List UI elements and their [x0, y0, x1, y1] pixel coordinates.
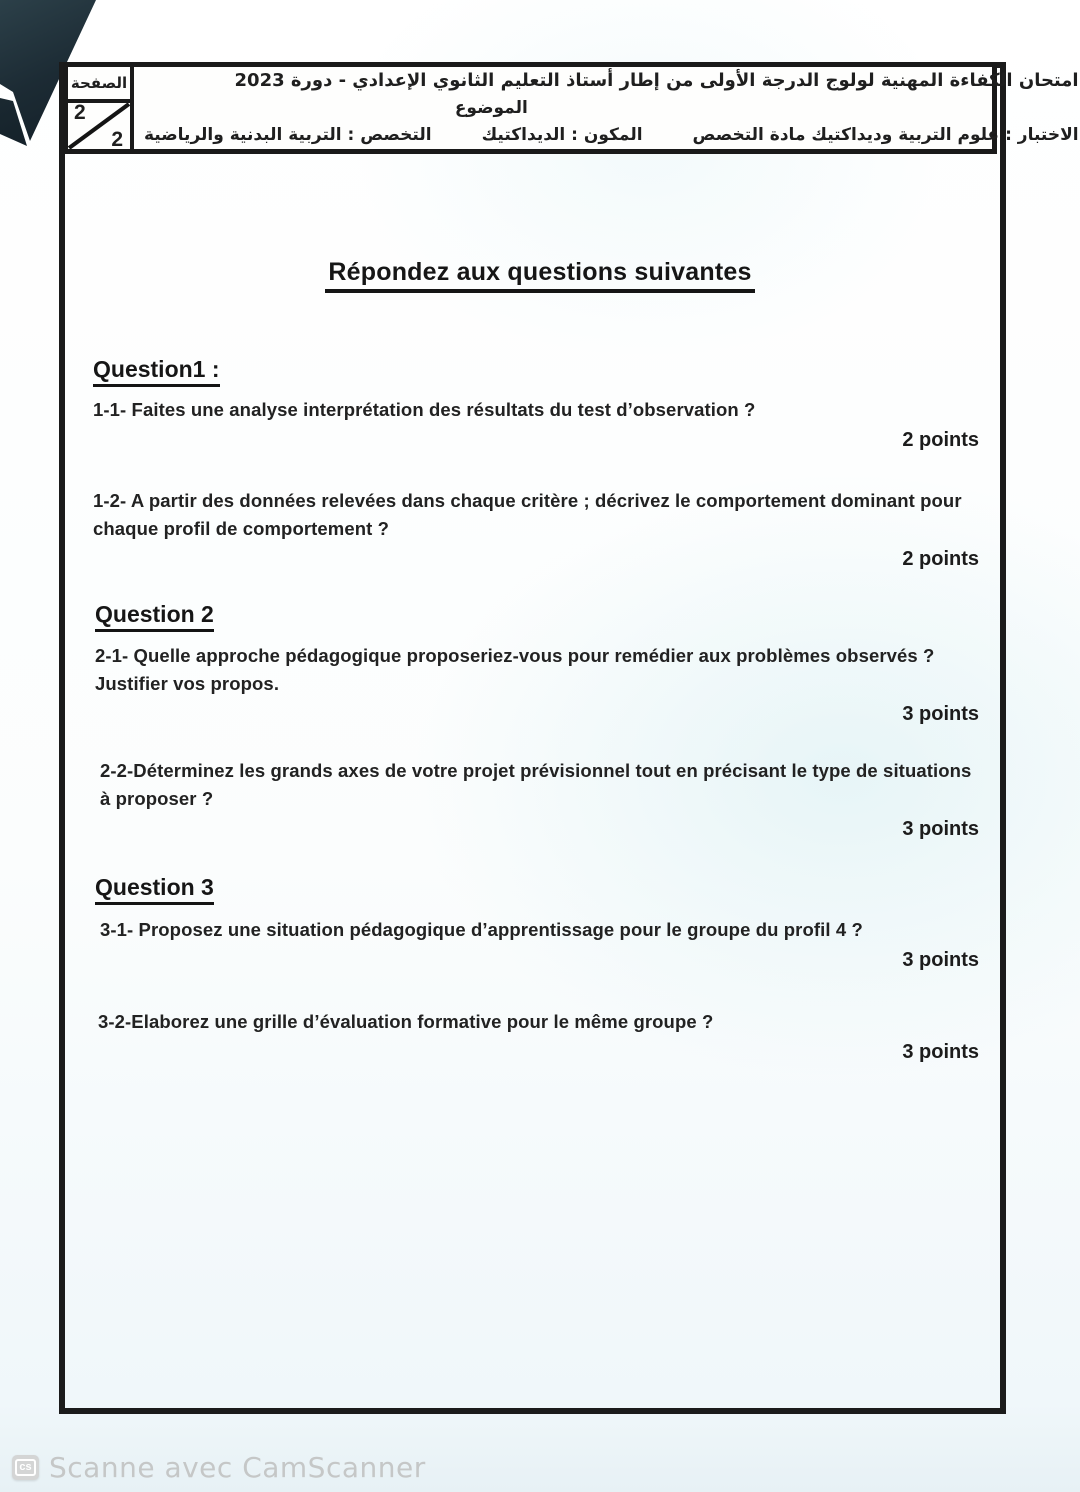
question-3-heading: Question 3 — [95, 874, 214, 905]
camscanner-badge-icon — [12, 1455, 39, 1480]
page-number-box — [68, 67, 134, 149]
component-field: المكون : الديداكتيك — [481, 125, 643, 145]
page-number-cell — [68, 103, 130, 149]
item-points: 3 points — [902, 818, 979, 840]
question-1-heading: Question1 : — [93, 356, 220, 387]
item-points: 2 points — [902, 429, 979, 451]
item-points: 3 points — [902, 703, 979, 725]
exam-header-box — [63, 62, 1079, 154]
exam-title-line: امتحان الكفاءة المهنية لولوج الدرجة الأولى من إطار أستاذ التعليم الثانوي الإعدادي - دورة 2023 — [234, 70, 1079, 91]
question-item-1-1 — [93, 396, 979, 452]
item-points: 3 points — [902, 949, 979, 971]
question-item-3-2 — [98, 1008, 979, 1064]
exam-info-line — [144, 125, 1079, 145]
camscanner-watermark-row — [12, 1451, 426, 1484]
page-current-number: 2 — [74, 101, 86, 124]
main-title-row — [0, 258, 1080, 293]
question-item-3-1 — [100, 916, 979, 972]
camscanner-watermark-text: Scanne avec CamScanner — [49, 1451, 426, 1484]
specialty-field: التخصص : التربية البدنية والرياضية — [144, 125, 432, 145]
exam-header-text — [134, 67, 1080, 149]
item-points: 2 points — [902, 548, 979, 570]
item-text: 3-1- Proposez une situation pédagogique d’apprentissage pour le groupe du profil 4 ? — [100, 919, 863, 940]
item-text: 2-1- Quelle approche pédagogique proposeriez-vous pour remédier aux problèmes observés ? Justifier vos propos. — [95, 645, 935, 694]
item-text: 1-2- A partir des données relevées dans chaque critère ; décrivez le comportement dominant pour chaque profil de comportement ? — [93, 490, 962, 539]
item-points: 3 points — [902, 1041, 979, 1063]
question-item-2-1 — [95, 642, 979, 726]
subject-label: الموضوع — [454, 98, 528, 118]
item-text: 3-2-Elaborez une grille d’évaluation formative pour le même groupe ? — [98, 1011, 714, 1032]
question-item-2-2 — [100, 757, 979, 841]
test-field: الاختبار : علوم التربية وديداكتيك مادة التخصص — [692, 125, 1079, 145]
question-2-heading: Question 2 — [95, 601, 214, 632]
question-item-1-2 — [93, 487, 979, 571]
item-text: 2-2-Déterminez les grands axes de votre projet prévisionnel tout en précisant le type de situations à proposer ? — [100, 760, 972, 809]
page-label: الصفحة — [68, 67, 130, 103]
item-text: 1-1- Faites une analyse interprétation des résultats du test d’observation ? — [93, 399, 756, 420]
page-total-number: 2 — [111, 128, 123, 151]
camscanner-badge-label: cs — [15, 1459, 35, 1476]
page-title: Répondez aux questions suivantes — [325, 258, 754, 293]
